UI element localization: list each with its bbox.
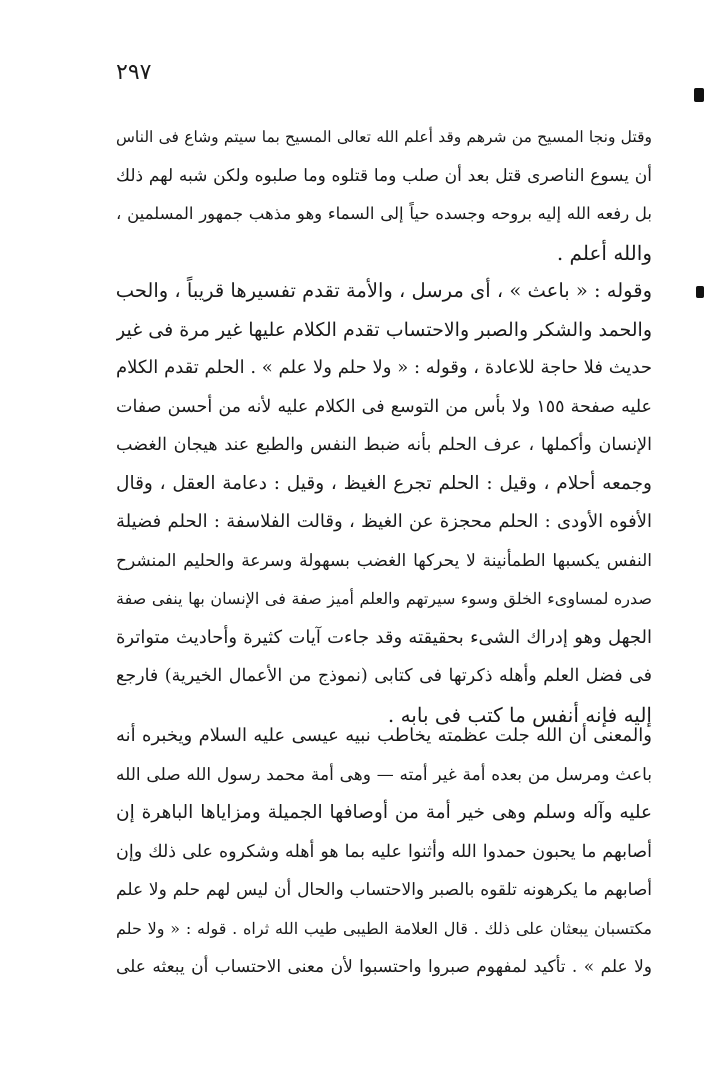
text-line: مكتسبان يبعثان على ذلك . قال العلامة الطيبى طيب الله ثراه . قوله : « ولا حلم (116, 918, 652, 938)
paragraph-2 (116, 272, 652, 734)
text-line: أصابهم ما يحبون حمدوا الله وأثنوا عليه بما هو أهله وشكروه على ذلك وإن (116, 841, 652, 862)
text-line: صدره لمساوىء الخلق وسوء سيرتهم والعلم أميز صفة فى الإنسان بها ينفى صفة (116, 589, 652, 608)
text-line: أصابهم ما يكرهونه تلقوه بالصبر والاحتساب والحال أن ليس لهم حلم ولا علم (116, 880, 652, 900)
text-line: وقتل ونجا المسيح من شرهم وقد أعلم الله تعالى المسيح بما سيتم وشاع فى الناس (116, 128, 652, 146)
text-line: الإنسان وأكملها ، عرف الحلم بأنه ضبط النفس والطبع عند هيجان الغضب (116, 435, 652, 455)
page-number: ٢٩٧ (116, 60, 152, 85)
text-line: عليه صفحة ١٥٥ ولا بأس من التوسع فى الكلام عليه لأنه من أحسن صفات (116, 396, 652, 417)
margin-ink-mark (696, 286, 704, 298)
text-line: بل رفعه الله إليه بروحه وجسده حياً إلى السماء وهو مذهب جمهور المسلمين ، (116, 204, 652, 223)
text-line: باعث ومرسل من بعده أمة غير أمته — وهى أمة محمد رسول الله صلى الله (116, 764, 652, 785)
text-line: والمعنى أن الله جلت عظمته يخاطب نبيه عيسى عليه السلام ويخبره أنه (116, 725, 652, 746)
text-line: أن يسوع الناصرى قتل بعد أن صلب وما قتلوه وما صلبوه ولكن شبه لهم ذلك (116, 165, 652, 186)
text-line: النفس يكسبها الطمأنينة لا يحركها الغضب بسهولة وسرعة والحليم المنشرح (116, 550, 652, 571)
text-line: الجهل وهو إدراك الشىء بحقيقته وقد جاءت آيات كثيرة وأحاديث متواترة (116, 626, 652, 648)
text-line: ولا علم » . تأكيد لمفهوم صبروا واحتسبوا لأن معنى الاحتساب أن يبعثه على (116, 957, 652, 977)
text-line: عليه وآله وسلم وهى خير أمة من أوصافها الجميلة ومزاياها الباهرة إن (116, 802, 652, 823)
text-line: فى فضل العلم وأهله ذكرتها فى كتابى (نموذج من الأعمال الخيرية) فارجع (116, 666, 652, 686)
margin-ink-mark (694, 88, 704, 102)
text-line: وقوله : « باعث » ، أى مرسل ، والأمة تقدم تفسيرها قريباً ، والحب (116, 279, 652, 302)
text-line: حديث فلا حاجة للاعادة ، وقوله : « ولا حلم ولا علم » . الحلم تقدم الكلام (116, 357, 652, 378)
paragraph-3 (116, 717, 652, 987)
paragraph-1 (116, 118, 652, 272)
text-line: الأفوه الأودى : الحلم محجزة عن الغيظ ، وقالت الفلاسفة : الحلم فضيلة (116, 511, 652, 532)
text-line: والله أعلم . (556, 240, 652, 265)
text-line: والحمد والشكر والصبر والاحتساب تقدم الكلام عليها غير مرة فى غير (116, 318, 652, 341)
text-line: إليه فإنه أنفس ما كتب فى بابه . (387, 702, 652, 727)
text-line: وجمعه أحلام ، وقيل : الحلم تجرع الغيظ ، وقيل : دعامة العقل ، وقال (116, 472, 652, 494)
